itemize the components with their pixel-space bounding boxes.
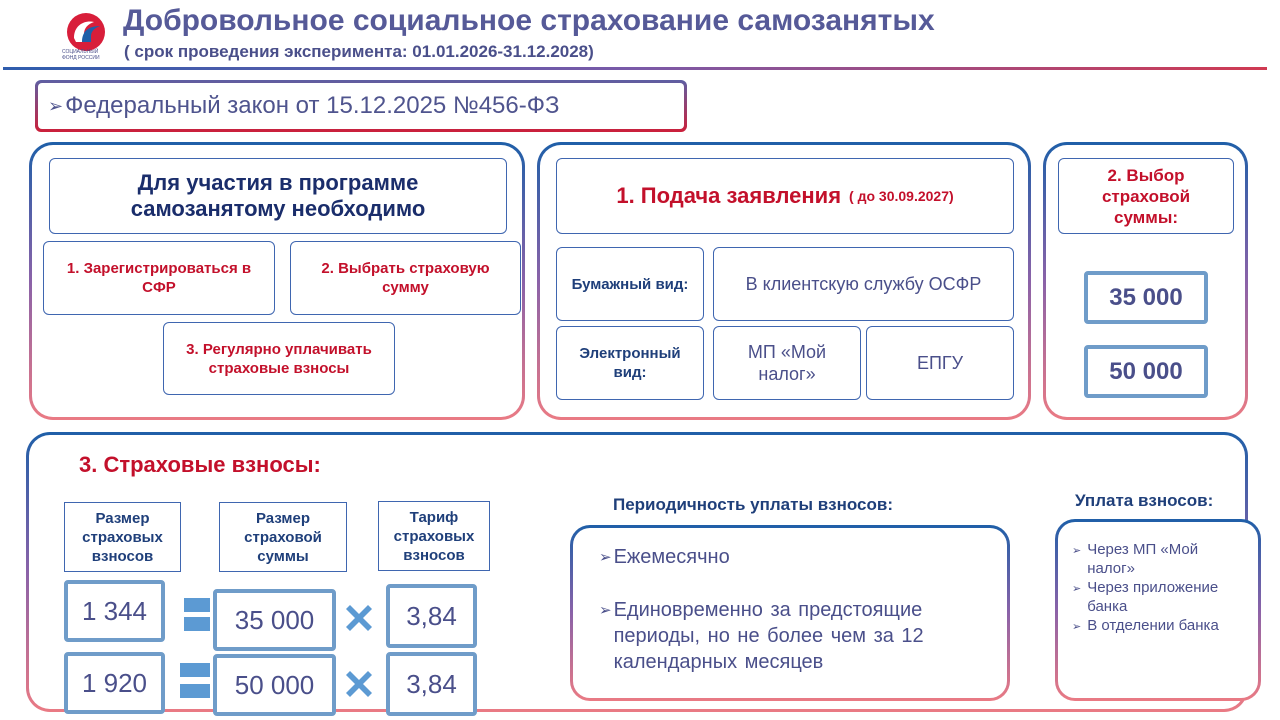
participation-heading: Для участия в программе самозанятому необходимо: [49, 158, 507, 234]
header-divider: [3, 67, 1267, 70]
law-box: [35, 80, 687, 132]
multiply-icon: [342, 601, 376, 635]
periodicity-item: ➢ Ежемесячно: [599, 546, 730, 568]
application-header: [556, 158, 1014, 234]
sum-option-50000: 50 000: [1084, 345, 1208, 398]
equals-icon-2-lower: [180, 684, 210, 698]
contributions-panel: [26, 432, 1248, 712]
payment-item: ➢ Через приложение банка: [1072, 579, 1219, 615]
sum-choice-title: 2. Выбор страховой суммы:: [1058, 158, 1234, 234]
contribution-value-2: 1 920: [64, 652, 165, 714]
step-choose-sum: 2. Выбрать страховую сумму: [290, 241, 521, 315]
sum-value-1: 35 000: [213, 589, 336, 651]
equals-icon-lower: [184, 617, 210, 631]
payment-item: ➢ Через МП «Мой налог»: [1072, 541, 1199, 577]
electronic-label: Электронный вид:: [556, 326, 704, 400]
paper-label: Бумажный вид:: [556, 247, 704, 321]
periodicity-title: Периодичность уплаты взносов:: [613, 495, 893, 514]
rate-value-2: 3,84: [386, 652, 477, 716]
application-panel: [537, 142, 1031, 420]
equals-icon: [184, 598, 210, 612]
participation-panel: [29, 142, 525, 420]
step-register: 1. Зарегистрироваться в СФР: [43, 241, 275, 315]
multiply-icon-2: [342, 667, 376, 701]
contribution-value-1: 1 344: [64, 580, 165, 642]
periodicity-item: ➢ Единовременно за предстоящие периоды, но не более чем за 12 календарных месяцев: [599, 599, 924, 673]
application-deadline: ( до 30.09.2027): [849, 188, 954, 204]
equals-icon-2: [180, 663, 210, 677]
periodicity-box: [570, 525, 1010, 701]
payment-title: Уплата взносов:: [1075, 491, 1214, 510]
logo-caption: СОЦИАЛЬНЫЙ ФОНД РОССИИ: [62, 49, 100, 61]
header-sum: Размер страховой суммы: [219, 502, 347, 572]
payment-item: ➢ В отделении банка: [1072, 617, 1219, 634]
page-subtitle: ( срок проведения эксперимента: 01.01.2026-31.12.2028): [124, 42, 594, 61]
payment-box: [1055, 519, 1261, 701]
law-text: Федеральный закон от 15.12.2025 №456-ФЗ: [65, 92, 560, 119]
sum-choice-panel: [1043, 142, 1248, 420]
application-title: 1. Подача заявления: [616, 183, 842, 208]
page-title: Добровольное социальное страхование самозанятых: [123, 4, 935, 37]
rate-value-1: 3,84: [386, 584, 477, 648]
channel-epgu: ЕПГУ: [866, 326, 1014, 400]
paper-channel: В клиентскую службу ОСФР: [713, 247, 1014, 321]
channel-moy-nalog: МП «Мой налог»: [713, 326, 861, 400]
header-contribution: Размер страховых взносов: [64, 502, 181, 572]
header-rate: Тариф страховых взносов: [378, 501, 490, 571]
sum-option-35000: 35 000: [1084, 271, 1208, 324]
arrow-bullet-icon: ➢: [48, 95, 64, 116]
step-pay-contributions: 3. Регулярно уплачивать страховые взносы: [163, 322, 395, 395]
contributions-title: 3. Страховые взносы:: [79, 452, 321, 477]
sum-value-2: 50 000: [213, 654, 336, 716]
